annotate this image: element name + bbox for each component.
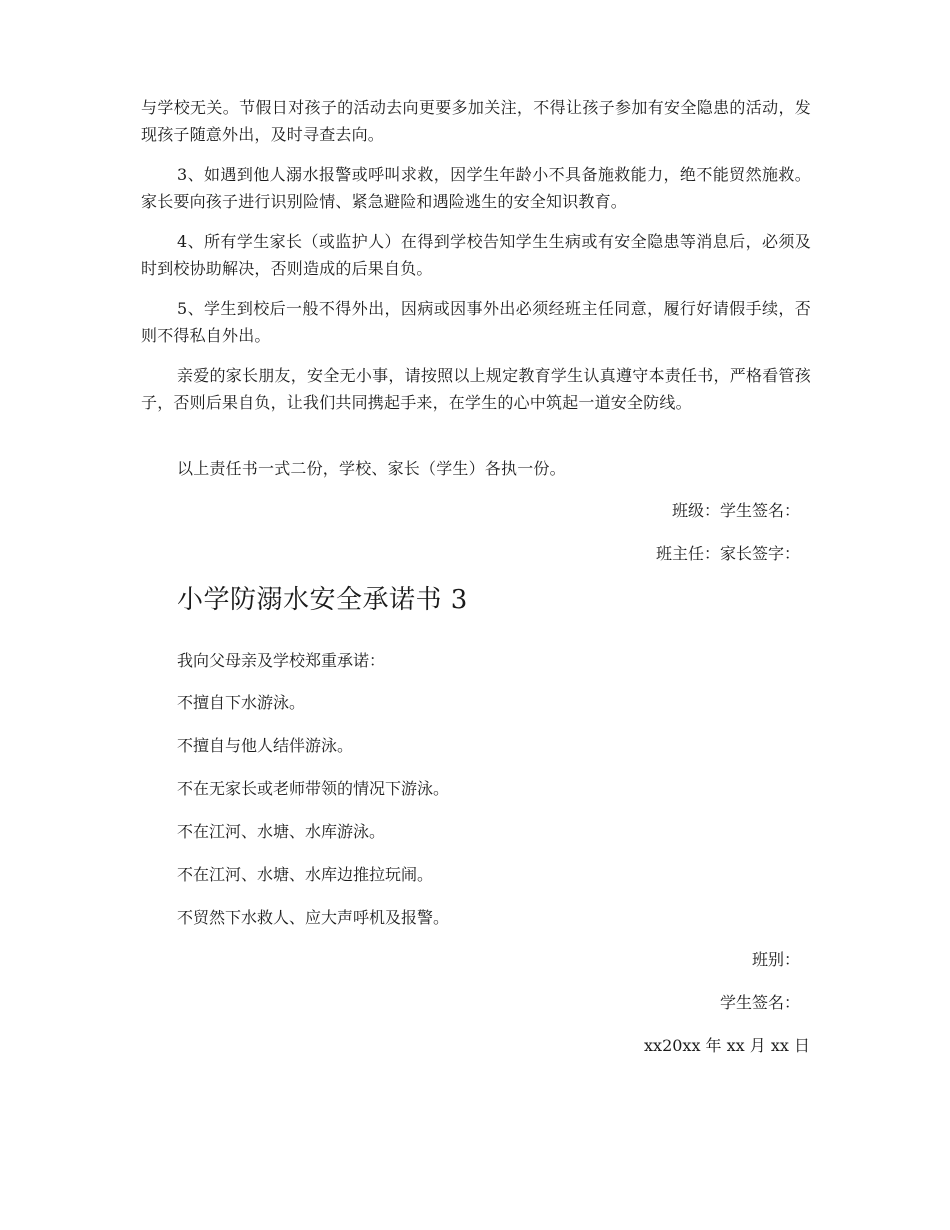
- pledge-item: 不贸然下水救人、应大声呼机及报警。: [177, 908, 450, 927]
- pledge-item: 不在无家长或老师带领的情况下游泳。: [177, 779, 450, 798]
- pledge-item: 不在江河、水塘、水库边推拉玩闹。: [177, 865, 434, 884]
- signature-line-teacher-parent: 班主任：家长签字：: [655, 544, 800, 563]
- paragraph-item-3: 3、如遇到他人溺水报警或呼叫求救，因学生年龄小不具备施救能力，绝不能贸然施救。家长要向孩子进行识别险情、紧急避险和遇险逃生的安全知识教育。: [141, 165, 811, 211]
- class-label: 班别：: [751, 950, 800, 969]
- paragraph-item-4: 4、所有学生家长（或监护人）在得到学校告知学生生病或有安全隐患等消息后，必须及时到校协助解决，否则造成的后果自负。: [141, 232, 811, 278]
- paragraph-item-5: 5、学生到校后一般不得外出，因病或因事外出必须经班主任同意，履行好请假手续，否则不得私自外出。: [141, 299, 811, 345]
- pledge-item: 不擅自与他人结伴游泳。: [177, 736, 354, 755]
- date-line: xx20xx 年 xx 月 xx 日: [644, 1036, 810, 1055]
- paragraph-continuation: 与学校无关。节假日对孩子的活动去向更要多加关注，不得让孩子参加有安全隐患的活动，发现孩子随意外出，及时寻查去向。: [141, 98, 811, 144]
- pledge-item: 不擅自下水游泳。: [177, 693, 306, 712]
- section-title: 小学防溺水安全承诺书 3: [177, 585, 468, 615]
- paragraph-appeal: 亲爱的家长朋友，安全无小事，请按照以上规定教育学生认真遵守本责任书，严格看管孩子，否则后果自负，让我们共同携起手来，在学生的心中筑起一道安全防线。: [141, 366, 811, 412]
- student-signature-label: 学生签名：: [719, 993, 800, 1012]
- paragraph-copies: 以上责任书一式二份，学校、家长（学生）各执一份。: [177, 459, 566, 478]
- pledge-intro: 我向父母亲及学校郑重承诺：: [177, 651, 386, 670]
- pledge-item: 不在江河、水塘、水库游泳。: [177, 822, 386, 841]
- signature-line-class-student: 班级：学生签名：: [671, 501, 800, 520]
